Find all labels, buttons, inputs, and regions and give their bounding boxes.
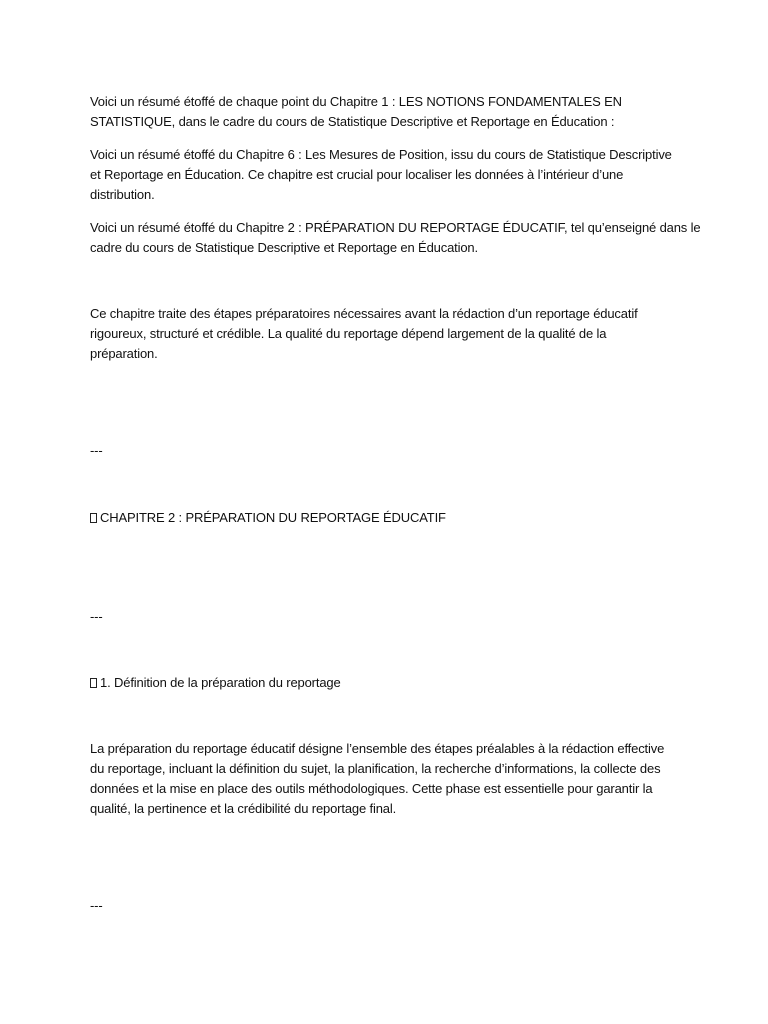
separator-3: ---	[90, 898, 103, 913]
paragraph-chapter-overview-line2: rigoureux, structuré et crédible. La qualité du reportage dépend largement de la qualité de la	[90, 326, 607, 341]
paragraph-definition-line1: La préparation du reportage éducatif désigne l’ensemble des étapes préalables à la rédaction effective	[90, 741, 665, 756]
paragraph-chapter-overview-line3: préparation.	[90, 346, 158, 361]
paragraph-definition-line4: qualité, la pertinence et la crédibilité du reportage final.	[90, 801, 397, 816]
paragraph-intro-chapter1-line1: Voici un résumé étoffé de chaque point du Chapitre 1 : LES NOTIONS FONDAMENTALES EN	[90, 94, 622, 109]
separator-1: ---	[90, 443, 103, 458]
chapter-heading	[90, 508, 690, 528]
section-heading	[90, 673, 690, 693]
paragraph-definition-line3: données et la mise en place des outils méthodologiques. Cette phase est essentielle pour garantir la	[90, 781, 653, 796]
chapter-heading-text: CHAPITRE 2 : PRÉPARATION DU REPORTAGE ÉDUCATIF	[100, 510, 446, 525]
paragraph-chapter-overview-line1: Ce chapitre traite des étapes préparatoires nécessaires avant la rédaction d’un reportage éducatif	[90, 306, 638, 321]
paragraph-definition-line2: du reportage, incluant la définition du sujet, la planification, la recherche d’informations, la collecte des	[90, 761, 661, 776]
paragraph-intro-chapter1-line2: STATISTIQUE, dans le cadre du cours de Statistique Descriptive et Reportage en Éducation :	[90, 114, 615, 129]
missing-glyph-icon	[90, 678, 97, 688]
missing-glyph-icon	[90, 513, 97, 523]
section-heading-text: 1. Définition de la préparation du reportage	[100, 675, 341, 690]
paragraph-intro-chapter6-line1: Voici un résumé étoffé du Chapitre 6 : Les Mesures de Position, issu du cours de Statistique Descriptive	[90, 147, 672, 162]
separator-2: ---	[90, 609, 103, 624]
paragraph-intro-chapter2-line2: cadre du cours de Statistique Descriptive et Reportage en Éducation.	[90, 240, 478, 255]
paragraph-intro-chapter6-line3: distribution.	[90, 187, 155, 202]
paragraph-intro-chapter6-line2: et Reportage en Éducation. Ce chapitre est crucial pour localiser les données à l’intérieur d’une	[90, 167, 624, 182]
paragraph-intro-chapter2-line1: Voici un résumé étoffé du Chapitre 2 : PRÉPARATION DU REPORTAGE ÉDUCATIF, tel qu’enseigné dans le	[90, 220, 701, 235]
